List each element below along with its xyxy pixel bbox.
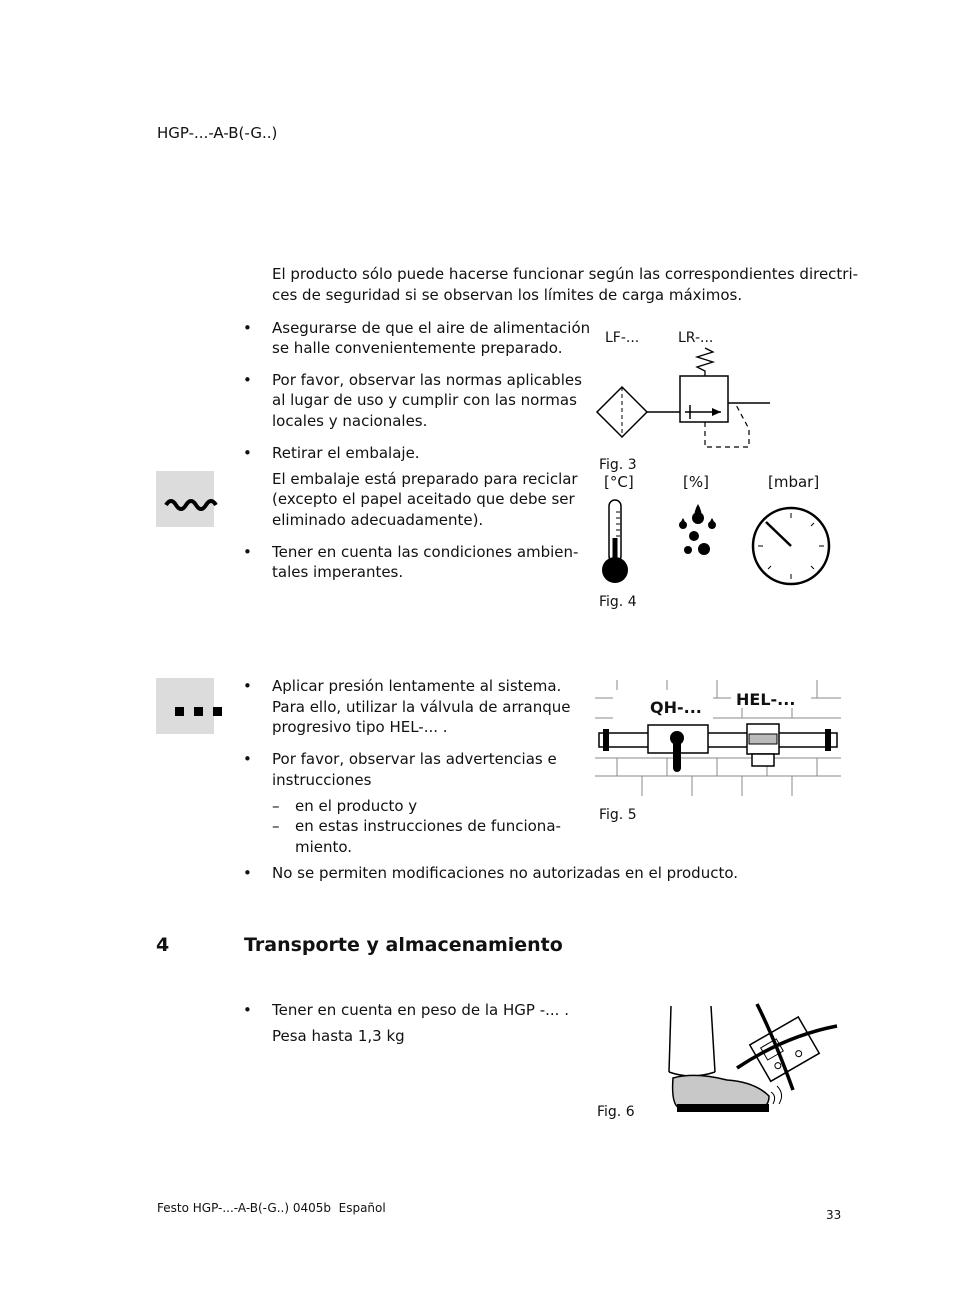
fig5-label-qh: QH-... xyxy=(650,698,702,717)
bullet-packaging: Retirar el embalaje. xyxy=(272,444,420,462)
bullet-air-line-2: se halle convenientemente preparado. xyxy=(272,339,563,357)
bullet-norms-line-1: Por favor, observar las normas aplicables xyxy=(272,371,582,389)
bullet-conditions-line-2: tales imperantes. xyxy=(272,563,404,581)
bullet-weight: Tener en cuenta en peso de la HGP -... . xyxy=(272,1001,569,1019)
packaging-note-line-2: (excepto el papel aceitado que debe ser xyxy=(272,490,575,508)
bullet-conditions-line-1: Tener en cuenta las condiciones ambien- xyxy=(272,543,579,561)
no-kick-illustration xyxy=(665,1000,843,1118)
bullet-modifications: No se permiten modificaciones no autorizadas en el producto. xyxy=(272,864,739,882)
bullet-marker: • xyxy=(243,1001,252,1019)
fig3-label-lr: LR-... xyxy=(678,330,714,346)
fig6-caption: Fig. 6 xyxy=(597,1104,635,1120)
dash-item-product: en el producto y xyxy=(295,797,418,815)
bullet-norms-line-3: locales y nacionales. xyxy=(272,412,428,430)
fig4-caption: Fig. 4 xyxy=(599,594,637,610)
packaging-note-line-1: El embalaje está preparado para reciclar xyxy=(272,470,578,488)
fig5-caption: Fig. 5 xyxy=(599,807,637,823)
dash-marker: – xyxy=(272,817,280,835)
bullet-marker: • xyxy=(243,371,252,389)
dash-item-instructions-line-2: miento. xyxy=(295,838,353,856)
intro-line-1: El producto sólo puede hacerse funcionar según las correspondientes directri- xyxy=(272,265,859,283)
bullet-marker: • xyxy=(243,677,252,695)
packaging-note-line-3: eliminado adecuadamente). xyxy=(272,511,484,529)
filter-regulator-symbol xyxy=(595,345,775,455)
weight-note: Pesa hasta 1,3 kg xyxy=(272,1027,405,1045)
bullet-air-line-1: Asegurarse de que el aire de alimentación xyxy=(272,319,591,337)
page-number: 33 xyxy=(826,1208,842,1222)
fig4-unit-temp: [°C] xyxy=(604,473,634,491)
bullet-warnings-line-2: instrucciones xyxy=(272,771,372,789)
bullet-pressure-line-3: progresivo tipo HEL-... . xyxy=(272,718,448,736)
note-dots-icon xyxy=(156,678,214,734)
recycling-note-icon xyxy=(156,471,214,527)
fig5-label-hel: HEL-... xyxy=(736,690,796,709)
dash-marker: – xyxy=(272,797,280,815)
section-number: 4 xyxy=(156,934,170,956)
fig4-unit-pressure: [mbar] xyxy=(768,473,820,491)
dots-icon xyxy=(156,678,214,734)
bullet-marker: • xyxy=(243,319,252,337)
fig3-label-lf: LF-... xyxy=(605,330,640,346)
bullet-marker: • xyxy=(243,864,252,882)
bullet-marker: • xyxy=(243,543,252,561)
dash-item-instructions-line-1: en estas instrucciones de funciona- xyxy=(295,817,561,835)
bullet-warnings-line-1: Por favor, observar las advertencias e xyxy=(272,750,557,768)
installation-wall-illustration xyxy=(595,676,843,798)
bullet-marker: • xyxy=(243,750,252,768)
wave-icon xyxy=(156,471,214,527)
bullet-pressure-line-2: Para ello, utilizar la válvula de arranque xyxy=(272,698,571,716)
running-header: HGP-...-A-B(-G..) xyxy=(157,124,278,142)
bullet-marker: • xyxy=(243,444,252,462)
thermometer-icon xyxy=(598,498,634,586)
section-title: Transporte y almacenamiento xyxy=(244,934,563,956)
fig3-caption: Fig. 3 xyxy=(599,457,637,473)
fig4-unit-percent: [%] xyxy=(683,473,709,491)
pressure-gauge-icon xyxy=(750,505,832,587)
humidity-drops-icon xyxy=(672,502,722,562)
bullet-norms-line-2: al lugar de uso y cumplir con las normas xyxy=(272,391,577,409)
bullet-pressure-line-1: Aplicar presión lentamente al sistema. xyxy=(272,677,562,695)
footer-document-info: Festo HGP-...-A-B(-G..) 0405b Español xyxy=(157,1201,386,1215)
intro-line-2: ces de seguridad si se observan los límites de carga máximos. xyxy=(272,286,743,304)
